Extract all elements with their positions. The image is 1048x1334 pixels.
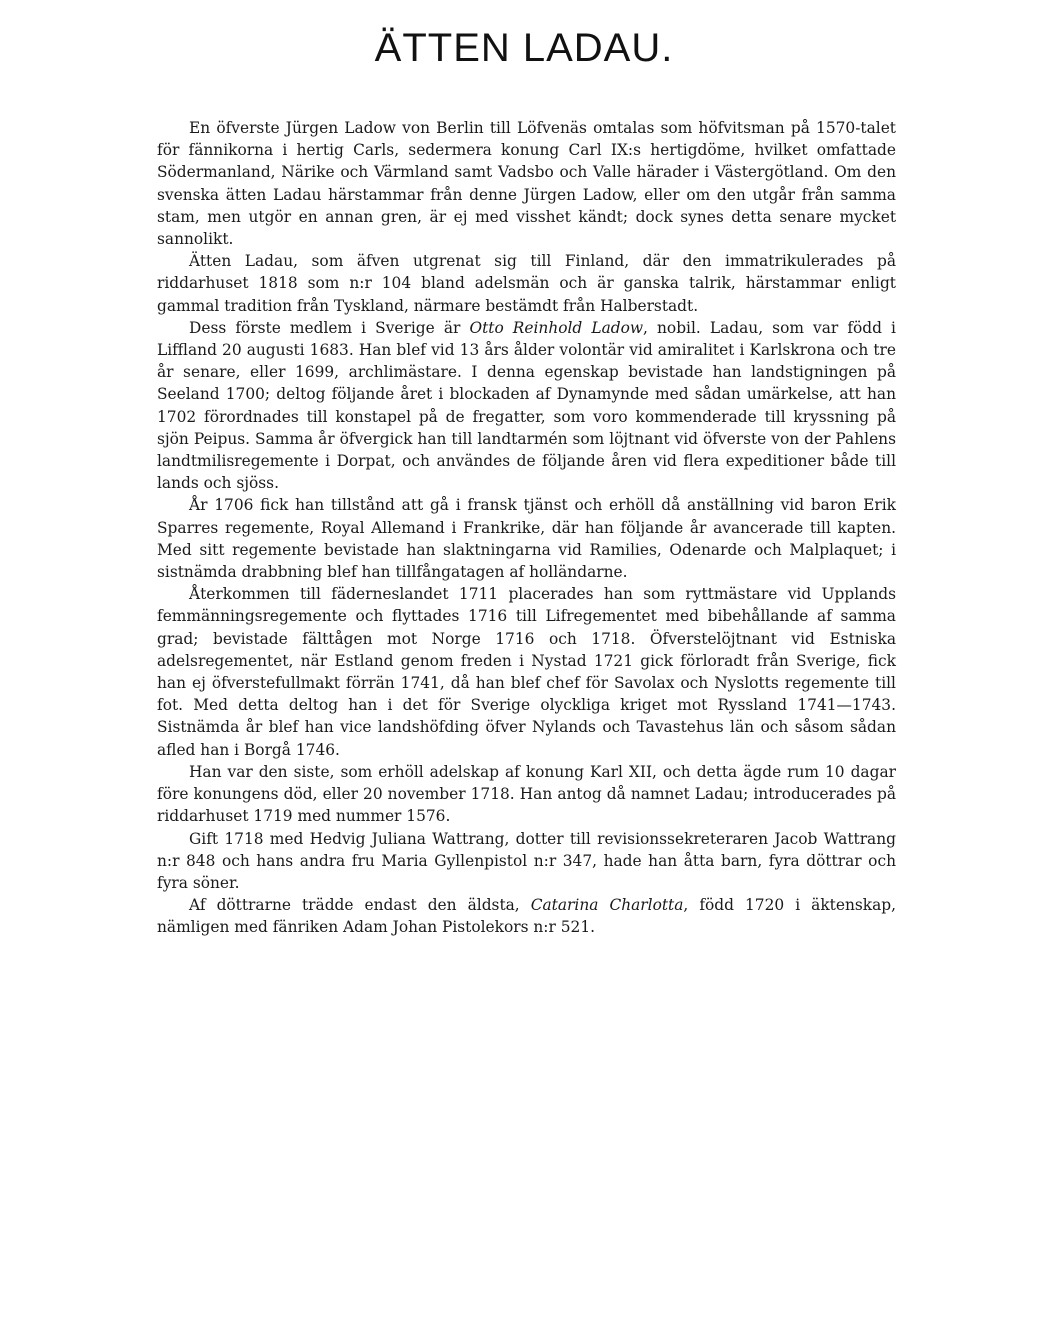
paragraph-1: En öfverste Jürgen Ladow von Berlin till Löfvenäs omtalas som höfvitsman på 1570-talet för fännikorna i hertig Carls, sedermera konung Carl IX:s hertigdöme, hvilket omfattade Södermanland, Närike och Värmland samt Vadsbo och Valle härader i Västergötland. Om den svenska ätten Ladau härstammar från denne Jürgen Ladow, eller om den utgår från samma stam, men utgör en annan gren, är ej med visshet kändt; dock synes detta senare mycket sannolikt. [157,119,896,249]
paragraph-3-start: Dess förste medlem i Sverige är [189,318,470,337]
paragraph-3-rest: , nobil. Ladau, som var född i Liffland 20 augusti 1683. Han blef vid 13 års ålder volontär vid amiralitet i Karlskrona och tre år senare, eller 1699, archlimästare. I denna egenskap bevistade han landstigningen på Seeland 1700; deltog följande året i blockaden af Dynamynde med sådan umärkelse, att han 1702 förordnades till konstapel på de fregatter, som voro kommenderade till kryssning på sjön Peipus. Samma år öfvergick han till landtarmén som löjtnant vid öfverste von der Pahlens landtmilisregemente i Dorpat, och användes de följande åren vid flera expeditioner både till lands och sjöss. [157,318,896,493]
page-title: ÄTTEN LADAU. [374,26,674,70]
paragraph-3 [157,317,896,495]
paragraph-8-rest: , född 1720 i äktenskap, nämligen med fänriken Adam Johan Pistolekors n:r 521. [157,896,897,937]
paragraph-8-start: Af döttrarne trädde endast den äldsta, [189,896,531,915]
paragraph-8 [157,894,896,938]
paragraph-7: Gift 1718 med Hedvig Juliana Wattrang, dotter till revisionssekreteraren Jacob Wattrang n:r 848 och hans andra fru Maria Gyllenpistol n:r 347, hade han åtta barn, fyra döttrar och fyra söner. [157,829,896,892]
paragraph-4: År 1706 fick han tillstånd att gå i fransk tjänst och erhöll då anställning vid baron Erik Sparres regemente, Royal Allemand i Frankrike, där han följande år avancerade till kapten. Med sitt regemente bevistade han slaktningarna vid Ramilies, Odenarde och Malplaquet; i sistnämda drabbning blef han tillfångatagen af holländarne. [157,496,896,582]
paragraph-6: Han var den siste, som erhöll adelskap af konung Karl XII, och detta ägde rum 10 dagar före konungens död, eller 20 november 1718. Han antog då namnet Ladau; introducerades på riddarhuset 1719 med nummer 1576. [157,762,896,826]
paragraph-5: Återkommen till fäderneslandet 1711 placerades han som ryttmästare vid Upplands femmänningsregemente och flyttades 1716 till Lifregementet med bibehållande af samma grad; bevistade fälttågen mot Norge 1716 och 1718. Öfverstelöjtnant vid Estniska adelsregementet, när Estland genom freden i Nystad 1721 gick förloradt från Sverige, fick han ej öfverstefullmakt förrän 1741, då han blef chef för Savolax och Nyslotts regemente till fot. Med detta deltog han i det för Sverige olyckliga kriget mot Ryssland 1741—1743. Sistnämda år blef han vice landshöfding öfver Nylands och Tavastehus län och såsom sådan afled han i Borgå 1746. [157,585,896,759]
paragraph-2: Ätten Ladau, som äfven utgrenat sig till Finland, där den immatrikulerades på riddarhuset 1818 som n:r 104 bland adelsmän och är ganska talrik, härstammar enligt gammal tradition från Tyskland, närmare bestämdt från Halberstadt. [157,252,896,315]
person-name-otto-reinhold-ladow: Otto Reinhold Ladow [469,318,644,337]
body-text [157,117,896,939]
person-name-catarina-charlotta: Catarina Charlotta [530,896,684,915]
